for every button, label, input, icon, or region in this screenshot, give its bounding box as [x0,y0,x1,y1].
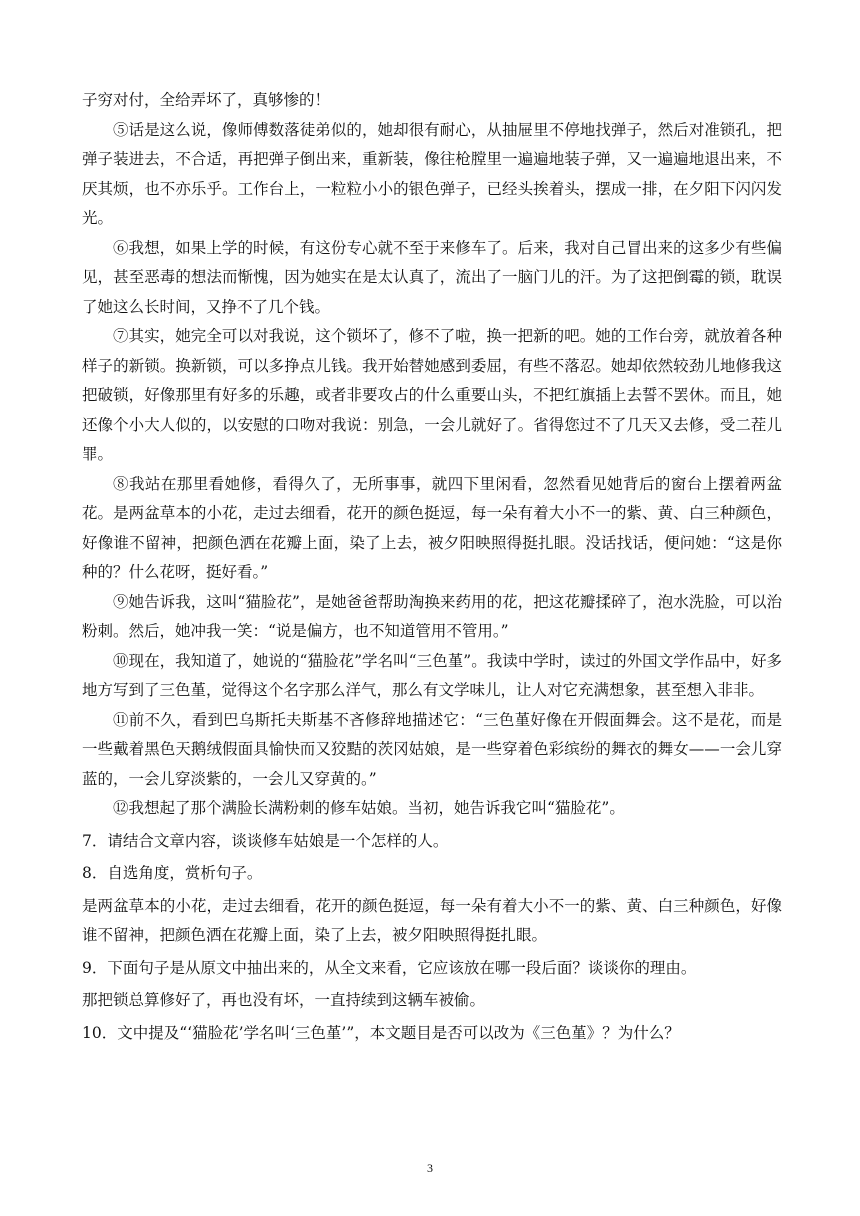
paragraph-6: ⑥我想，如果上学的时候，有这份专心就不至于来修车了。后来，我对自己冒出来的这多少有些偏见，甚至恶毒的想法而惭愧，因为她实在是太认真了，流出了一脑门儿的汗。为了这把倒霉的锁，耽误了她这么长时间，又挣不了几个钱。 [82,238,782,316]
paragraph-5: ⑤话是这么说，像师傅数落徒弟似的，她却很有耐心，从抽屉里不停地找弹子，然后对准锁孔，把弹子装进去，不合适，再把弹子倒出来，重新装，像往枪膛里一遍遍地装子弹，又一遍遍地退出来，不厌其烦，也不亦乐乎。工作台上，一粒粒小小的银色弹子，已经头挨着头，摆成一排，在夕阳下闪闪发光。 [82,120,782,227]
question-8-quote: 是两盆草本的小花，走过去细看，花开的颜色挺逗，每一朵有着大小不一的紫、黄、白三种颜色，好像谁不留神，把颜色洒在花瓣上面，染了上去，被夕阳映照得挺扎眼。 [82,896,782,944]
page-number: 3 [427,1161,433,1175]
paragraph-12: ⑫我想起了那个满脸长满粉刺的修车姑娘。当初，她告诉我它叫“猫脸花”。 [113,799,625,817]
question-8: 8．自选角度，赏析句子。 [82,864,263,882]
question-10: 10．文中提及“‘猫脸花’学名叫‘三色堇’”，本文题目是否可以改为《三色堇》？为什么？ [82,1023,680,1042]
main-content [82,86,782,1048]
paragraph-7: ⑦其实，她完全可以对我说，这个锁坏了，修不了啦，换一把新的吧。她的工作台旁，就放着各种样子的新锁。换新锁，可以多挣点儿钱。我开始替她感到委屈，有些不落忍。她却依然较劲儿地修我这把破锁，好像那里有好多的乐趣，或者非要攻占的什么重要山头，不把红旗插上去誓不罢休。而且，她还像个小大人似的，以安慰的口吻对我说：别急，一会儿就好了。省得您过不了几天又去修，受二茬儿罪。 [82,327,782,463]
question-9-quote: 那把锁总算修好了，再也没有坏，一直持续到这辆车被偷。 [82,991,486,1009]
question-9: 9．下面句子是从原文中抽出来的，从全文来看，它应该放在哪一段后面？谈谈你的理由。 [82,958,697,977]
paragraph-9: ⑨她告诉我，这叫“猫脸花”，是她爸爸帮助淘换来药用的花，把这花瓣揉碎了，泡水洗脸，可以治粉刺。然后，她冲我一笑：“说是偏方，也不知道管用不管用。” [82,592,782,640]
question-7: 7．请结合文章内容，谈谈修车姑娘是一个怎样的人。 [82,831,449,850]
paragraph-11: ⑪前不久，看到巴乌斯托夫斯基不吝修辞地描述它：“三色堇好像在开假面舞会。这不是花，而是一些戴着黑色天鹅绒假面具愉快而又狡黠的茨冈姑娘，是一些穿着色彩缤纷的舞衣的舞女——一会儿穿蓝的，一会儿穿淡紫的，一会儿又穿黄的。” [82,710,782,788]
paragraph-8: ⑧我站在那里看她修，看得久了，无所事事，就四下里闲看，忽然看见她背后的窗台上摆着两盆花。是两盆草本的小花，走过去细看，花开的颜色挺逗，每一朵有着大小不一的紫、黄、白三种颜色，好像谁不留神，把颜色洒在花瓣上面，染了上去，被夕阳映照得挺扎眼。没话找话，便问她：“这是你种的？什么花呀，挺好看。” [82,474,782,581]
paragraph-continued: 子穷对付，全给弄坏了，真够惨的！ [82,91,331,109]
paragraph-10: ⑩现在，我知道了，她说的“猫脸花”学名叫“三色堇”。我读中学时，读过的外国文学作品中，好多地方写到了三色堇，觉得这个名字那么洋气，那么有文学味儿，让人对它充满想象，甚至想入非非。 [82,651,782,699]
